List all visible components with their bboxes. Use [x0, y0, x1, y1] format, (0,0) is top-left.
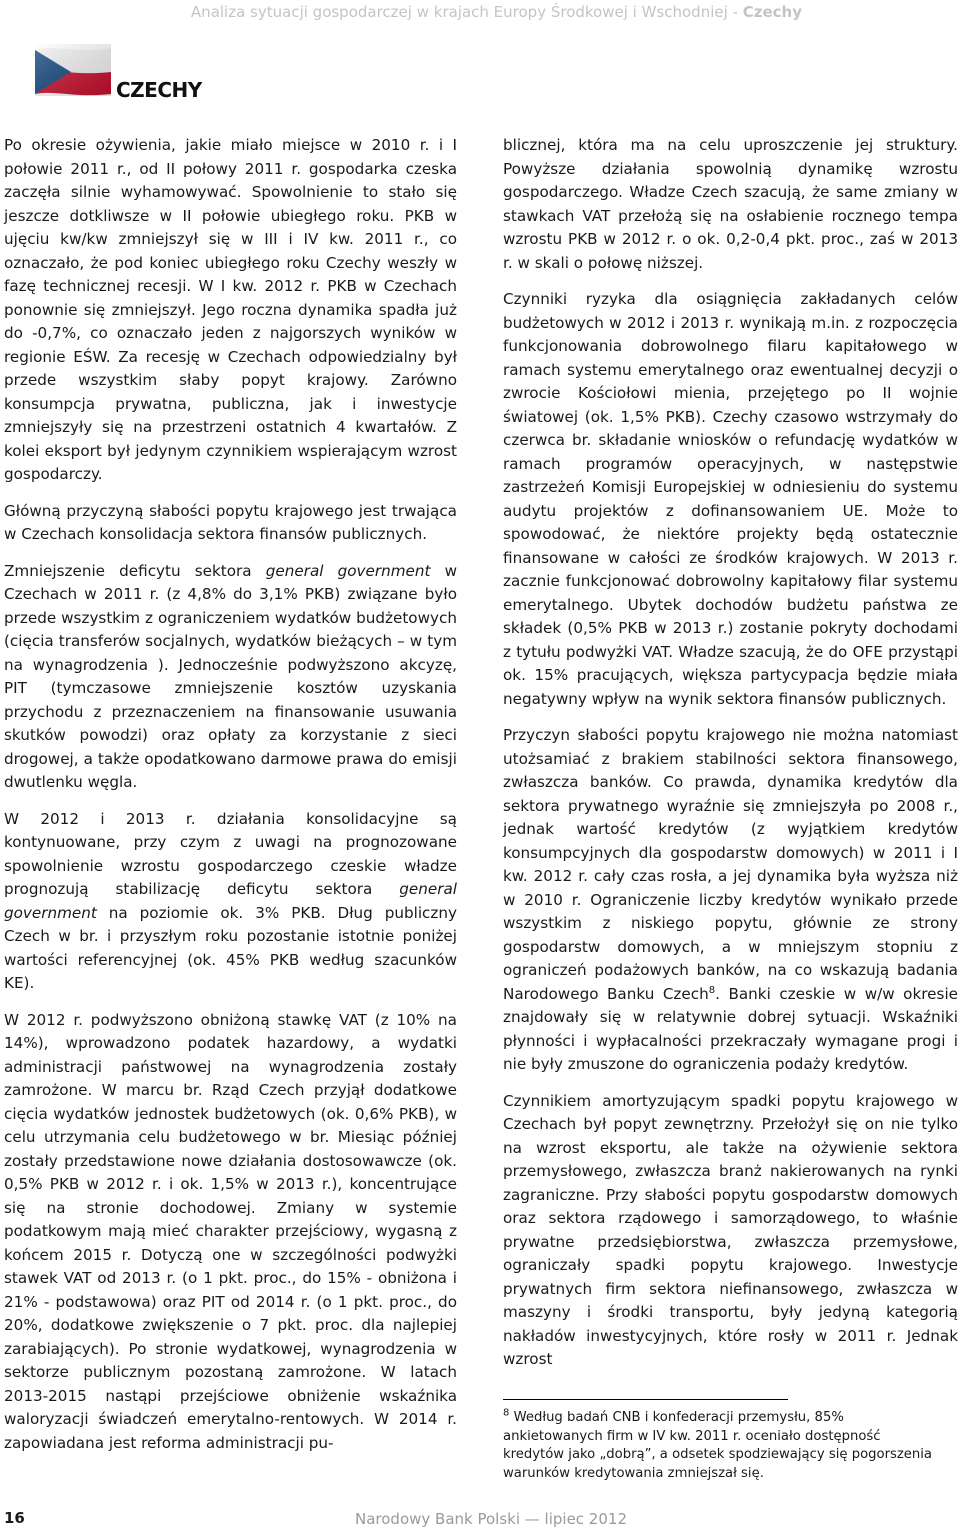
emphasis-text: general government [265, 561, 431, 580]
paragraph [503, 724, 958, 1077]
paragraph [4, 560, 457, 795]
czech-flag-icon [35, 44, 111, 96]
paragraph-text: Czynniki ryzyka dla osiągnięcia zakładanych celów budżetowych w 2012 i 2013 r. wynikają m.in. z rozpoczęcia funkcjonowania dobrowolnego filaru kapitałowego w ramach systemu emerytalnego oraz ewentualnej decyzji o zwrocie Kościołowi mienia, przejętego po II wojnie światowej (ok. 1,5% PKB). Czechy czasowo wstrzymały do czerwca br. składanie wniosków o refundację wydatków w ramach programów operacyjnych, w następstwie zastrzeżeń Komisji Europejskiej w odniesieniu do systemu audytu projektów z dofinansowaniem UE. Może to spowodować, że niektóre projekty będą ostatecznie finansowane w całości ze środków krajowych. W 2013 r. zacznie funkcjonować dobrowolny kapitałowy filar systemu emerytalnego. Ubytek dochodów budżetu państwa ze składek (0,5% PKB w 2013 r.) zostanie pokryty dochodami z tytułu podwyżki VAT. Władze szacują, że do OFE przystąpi ok. 15% pracujących, większa partycypacja będzie miała negatywny wpływ na wynik sektora finansów publicznych. [503, 290, 958, 708]
running-header [191, 3, 802, 21]
emphasis-text: general government [4, 880, 457, 922]
paragraph [4, 1009, 457, 1456]
paragraph-text: na poziomie ok. 3% PKB. Dług publiczny Czech w br. i przyszłym roku pozostanie istotnie poniżej wartości referencyjnej (ok. 45% PKB według szacunków KE). [4, 903, 457, 992]
footer-text: Narodowy Bank Polski — lipiec 2012 [355, 1510, 627, 1528]
footnote-reference[interactable]: 8 [708, 984, 716, 996]
paragraph [503, 1090, 958, 1372]
paragraph-text: W 2012 i 2013 r. działania konsolidacyjne są kontynuowane, przy czym z uwagi na prognozowane spowolnienie wzrostu gospodarczego czeskie władze prognozują stabilizację deficytu sektora [4, 809, 457, 898]
paragraph [4, 500, 457, 547]
section-title: CZECHY [116, 78, 202, 102]
paragraph [503, 288, 958, 711]
paragraph-text: W 2012 r. podwyższono obniżoną stawkę VAT (z 10% na 14%), wprowadzono podatek hazardowy, a wydatki administracji państwowej na wynagrodzenia zostały zamrożone. W marcu br. Rząd Czech przyjął dodatkowe cięcia wydatków jednostek budżetowych (ok. 0,6% PKB), w celu utrzymania celu budżetowego w br. Miesiąc później zostały przedstawione nowe działania dostosowawcze (ok. 0,5% PKB w 2012 r. i ok. 1,5% w 2013 r.), koncentrujące się na stronie dochodowej. Zmiany w systemie podatkowym mają mieć charakter przejściowy, wygasną z końcem 2015 r. Dotyczą one w szczególności podwyżki stawek VAT od 2013 r. (o 1 pkt. proc., do 15% - obniżona i 21% - podstawowa) oraz PIT od 2014 r. (o 1 pkt. proc., do 20%, dodatkowe zwiększenie o 7 pkt. proc. dla najlepiej zarabiających). Po stronie wydatkowej, wynagrodzenia w sektorze publicznym pozostaną zamrożone. W latach 2013-2015 nastąpi przejściowe obniżenie wskaźnika waloryzacji świadczeń emerytalno-rentowych. W 2014 r. zapowiadana jest reforma administracji pu- [4, 1010, 457, 1452]
paragraph [4, 134, 457, 487]
page-number: 16 [4, 1509, 25, 1527]
paragraph-text: Przyczyn słabości popytu krajowego nie można natomiast utożsamiać z brakiem stabilności sektora finansowego, zwłaszcza banków. Co prawda, dynamika kredytów dla sektora prywatnego wyraźnie się zmniejszyła po 2008 r., jednak wartość kredytów (z wyjątkiem kredytów konsumpcyjnych dla gospodarstw domowych) w 2011 i I kw. 2012 r. cały czas rosła, a jej dynamika była wyższa niż w 2010 r. Ograniczenie liczby kredytów wynikało przede wszystkim z niskiego popytu, głównie ze strony gospodarstw domowych, a w mniejszym stopniu z ograniczeń podażowych banków, na co wskazują badania Narodowego Banku Czech [503, 726, 958, 1003]
right-column [503, 134, 958, 1385]
paragraph-text: w Czechach w 2011 r. (z 4,8% do 3,1% PKB) związane było przede wszystkim z ograniczeniem wydatków budżetowych (cięcia transferów socjalnych, wydatków bieżących – w tym na wynagrodzenia ). Jednocześnie podwyższono akcyzę, PIT (tymczasowe zmniejszenie kosztów uzyskania przychodu z przeznaczeniem na finansowanie usuwania skutków powodzi) oraz opłaty za korzystanie z sieci drogowej, a także opodatkowano darmowe prawa do emisji dwutlenku węgla. [4, 561, 458, 791]
footnote-text: Według badań CNB i konfederacji przemysłu, 85% ankietowanych firm w IV kw. 2011 r. ocenia​ło dostępność kredytów jako „dobrą”, a odsetek spodziewający się pogorszenia warunków kredytowania zmniejszał się. [503, 1410, 933, 1481]
paragraph-text: . Banki czeskie w w/w okresie znajdowały się w relatywnie dobrej sytuacji. Wskaźniki płynności i wypłacalności przekraczały wymagane progi i nie były zmuszone do ograniczenia podaży kredytów. [503, 984, 959, 1073]
paragraph [4, 808, 457, 996]
running-country: Czechy [742, 3, 802, 21]
paragraph-text: Główną przyczyną słabości popytu krajowego jest trwająca w Czechach konsolidacja sektora finansów publicznych. [4, 501, 457, 543]
paragraph [503, 134, 958, 275]
footnote-divider [503, 1399, 788, 1400]
footnote [503, 1409, 933, 1483]
footnote-number: 8 [503, 1407, 510, 1419]
paragraph-text: Po okresie ożywienia, jakie miało miejsce w 2010 r. i I połowie 2011 r., od II połowy 2011 r. gospodarka czeska zaczęła silnie wyhamowywać. Spowolnienie to stało się jeszcze dotkliwsze w II połowie ubiegłego roku. PKB w ujęciu kw/kw zmniejszył się w III i IV kw. 2011 r., co oznaczało, że pod koniec ubiegłego roku Czechy weszły w fazę technicznej recesji. W I kw. 2012 r. PKB w Czechach ponownie się zmniejszył. Jego roczna dynamika spadła już do -0,7%, co oznaczało jeden z najgorszych wyników w regionie EŚW. Za recesję w Czechach odpowiedzialny był przede wszystkim słaby popyt krajowy. Zarówno konsumpcja prywatna, publiczna, jak i inwestycje zmniejszyły się na przestrzeni ostatnich 4 kwartałów. Z kolei eksport był jedynym czynnikiem wspierającym wzrost gospodarczy. [4, 136, 457, 483]
running-title: Analiza sytuacji gospodarczej w krajach Europy Środkowej i Wschodniej - [190, 3, 743, 21]
paragraph-text: blicznej, która ma na celu uproszczenie jej struktury. Powyższe działania spowolnią dynamikę wzrostu gospodarczego. Władze Czech szacują, że same zmiany w stawkach VAT przełożą się na osłabienie rocznego tempa wzrostu PKB w 2012 r. o ok. 0,2-0,4 pkt. proc., zaś w 2013 r. w skali o połowę niższej. [503, 136, 958, 272]
left-column [4, 134, 457, 1468]
paragraph-text: Zmniejszenie deficytu sektora [4, 561, 266, 580]
paragraph-text: Czynnikiem amortyzującym spadki popytu krajowego w Czechach był popyt zewnętrzny. Przełożył się on nie tylko na wzrost eksportu, ale także na ożywienie sektora przemysłowego, zwłaszcza branż nakierowanych na rynki zagraniczne. Przy słabości popytu gospodarstw domowych oraz sektora rządowego i samorządowego, to właśnie prywatne przedsiębiorstwa, zwłaszcza przemysłowe, ograniczały spadki popytu krajowego. Inwestycje prywatnych firm sektora niefinansowego, zwłaszcza w maszyny i środki transportu, były jedyną kategorią nakładów inwestycyjnych, które rosły w 2011 r. Jednak wzrost [503, 1091, 958, 1368]
